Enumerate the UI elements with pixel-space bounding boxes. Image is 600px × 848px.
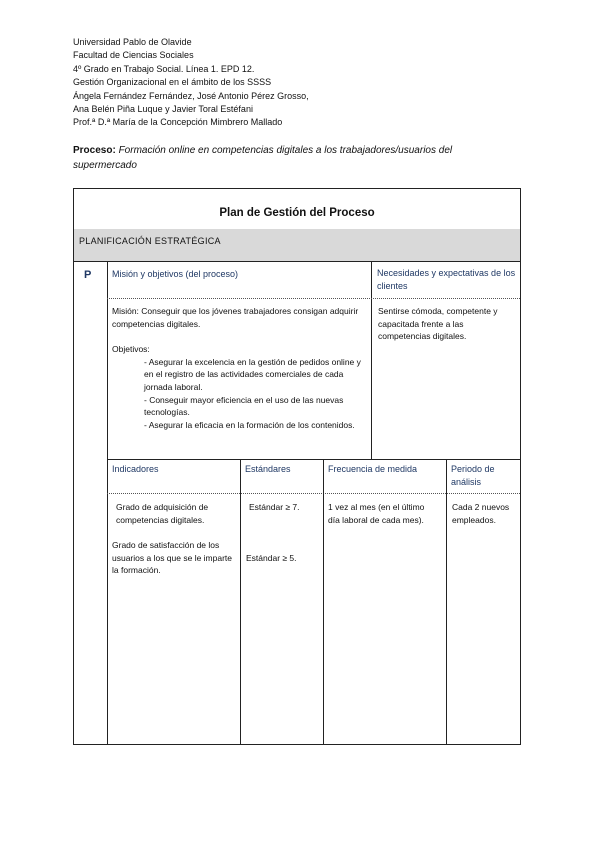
header-course: 4º Grado en Trabajo Social. Línea 1. EPD 12. bbox=[73, 63, 255, 74]
objetivos-label: Objetivos: bbox=[112, 344, 150, 355]
indicadores-header: Indicadores bbox=[112, 464, 159, 474]
dotted-divider-upper bbox=[107, 298, 520, 299]
divider-mision-necesidades bbox=[371, 262, 372, 459]
phase-column bbox=[74, 262, 108, 744]
header-university: Universidad Pablo de Olavide bbox=[73, 37, 192, 47]
periodo-header: Periodo de análisis bbox=[451, 464, 495, 487]
header-subject: Gestión Organizacional en el ámbito de los SSSS bbox=[73, 77, 272, 88]
necesidades-header: Necesidades y expectativas de los clientes bbox=[377, 268, 516, 291]
objetivo-item: - Conseguir mayor eficiencia en el uso de las nuevas tecnologías. bbox=[144, 394, 344, 418]
indicador-1: Grado de adquisición de competencias digitales. bbox=[116, 502, 209, 525]
plan-table bbox=[73, 188, 521, 745]
mision-text: Misión: Conseguir que los jóvenes trabajadores consigan adquirir competencias digitales. bbox=[112, 306, 359, 329]
section-label: PLANIFICACIÓN ESTRATÉGICA bbox=[79, 236, 221, 246]
estandar-1: Estándar ≥ 7. bbox=[249, 502, 300, 512]
header-authors-1: Ángela Fernández Fernández, José Antonio Pérez Grosso, bbox=[73, 90, 309, 101]
objetivo-item: - Asegurar la excelencia en la gestión de pedidos online y en el registro de las actividades comerciales de cada jornada laboral. bbox=[144, 356, 361, 392]
proceso-text: Formación online en competencias digitales a los trabajadores/usuarios del supermercado bbox=[73, 145, 453, 171]
divider-frecuencia bbox=[323, 459, 324, 744]
indicador-2: Grado de satisfacción de los usuarios a los que se le imparte la formación. bbox=[112, 540, 233, 576]
mision-cell bbox=[112, 305, 364, 431]
estandares-header: Estándares bbox=[245, 464, 291, 474]
plan-title: Plan de Gestión del Proceso bbox=[74, 189, 520, 230]
section-banner bbox=[74, 229, 520, 262]
divider-estandares bbox=[240, 459, 241, 744]
divider-indicators bbox=[107, 459, 520, 460]
mision-header: Misión y objetivos (del proceso) bbox=[112, 269, 239, 279]
periodo-text: Cada 2 nuevos empleados. bbox=[452, 502, 510, 525]
phase-letter: P bbox=[84, 269, 92, 281]
header-faculty: Facultad de Ciencias Sociales bbox=[73, 50, 194, 61]
divider-periodo bbox=[446, 459, 447, 744]
objetivo-item: - Asegurar la eficacia en la formación de los contenidos. bbox=[144, 419, 355, 430]
frecuencia-header: Frecuencia de medida bbox=[328, 464, 418, 474]
dotted-divider-lower bbox=[107, 493, 520, 494]
estandares-cell bbox=[246, 501, 321, 564]
indicadores-cell bbox=[112, 501, 237, 577]
header-authors-2: Ana Belén Piña Luque y Javier Toral Estéfani bbox=[73, 104, 253, 115]
header-professor: Prof.ª D.ª María de la Concepción Mimbrero Mallado bbox=[73, 117, 283, 128]
estandar-2: Estándar ≥ 5. bbox=[246, 552, 297, 563]
frecuencia-text: 1 vez al mes (en el último día laboral de cada mes). bbox=[328, 502, 425, 525]
proceso-label: Proceso: bbox=[73, 145, 116, 156]
proceso-statement bbox=[73, 143, 513, 173]
necesidades-text: Sentirse cómoda, competente y capacitada frente a las competencias digitales. bbox=[378, 306, 498, 342]
document-header bbox=[73, 36, 309, 130]
